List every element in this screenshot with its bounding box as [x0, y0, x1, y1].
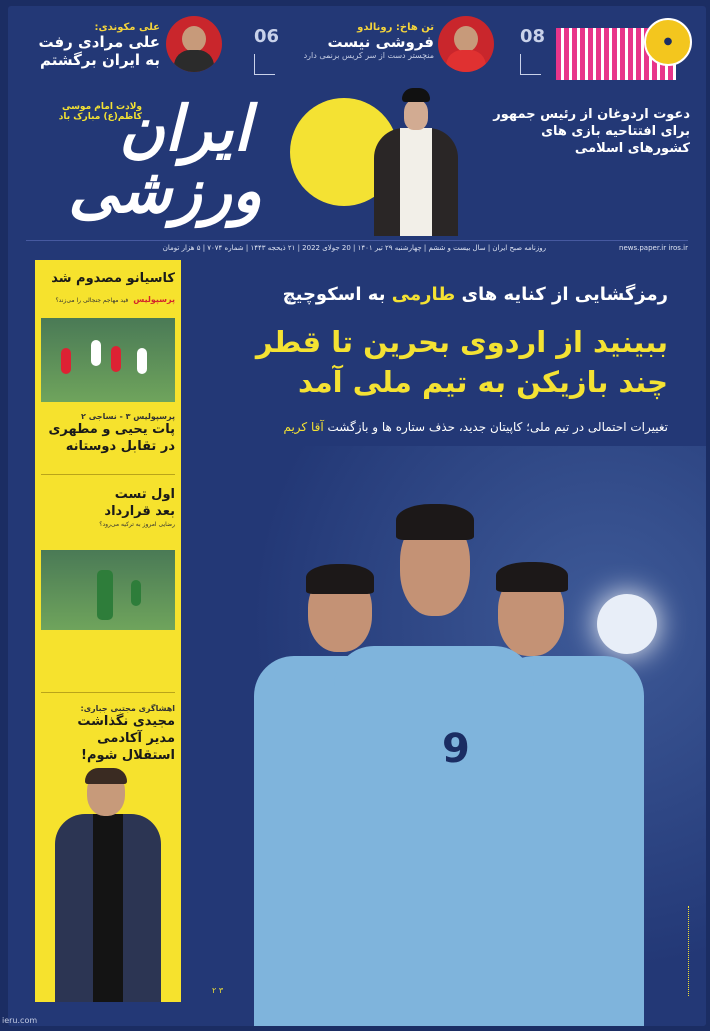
- teaser-1-head-2: به ایران برگشتم: [39, 51, 160, 69]
- teaser-2-sub: منچستر دست از سر کریس برنمی دارد: [303, 51, 434, 60]
- teaser-page-number-1: 06: [254, 26, 280, 47]
- main-headline-line-1: ببینید از اردوی بحرین تا قطر: [255, 325, 668, 359]
- sidebar-3-head-2: بعد قرارداد: [104, 504, 175, 519]
- arrow-icon: [520, 54, 541, 75]
- jersey-number: 9: [442, 726, 470, 772]
- main-kicker-highlight: طارمی: [391, 284, 456, 305]
- president-photo: [366, 88, 466, 236]
- main-headline-line-2: چند بازیکن به تیم ملی آمد: [297, 365, 668, 399]
- teaser-1[interactable]: [36, 22, 160, 69]
- dateline-issue-info: روزنامه صبح ایران | سال بیست و ششم | چهارشنبه ۲۹ تیر ۱۴۰۱ | 20 جولای 2022 | ۲۱ ذیحجه ۱۴۴۳ | شماره ۷۰۷۴ | ۵ هزار تومان: [162, 244, 546, 252]
- player-center: [334, 496, 534, 1026]
- divider: [41, 692, 175, 693]
- masthead-logo: [30, 92, 300, 228]
- sidebar-photo-player: [41, 550, 175, 630]
- sidebar-4-head-2: مدیر آکادمی: [97, 731, 175, 746]
- sidebar-story-3[interactable]: [41, 486, 175, 529]
- main-kicker-post: به اسکوچیچ: [282, 284, 392, 305]
- newspaper-front-page: [8, 6, 706, 1026]
- sidebar-4-kicker: اهشاگری مجتبی جباری:: [80, 704, 175, 713]
- decorative-dotted-line: [688, 906, 695, 996]
- teaser-photo-1: [166, 16, 222, 72]
- sidebar-story-2[interactable]: [41, 412, 175, 455]
- main-subhead-text: تغییرات احتمالی در تیم ملی؛ کاپیتان جدید، حذف ستاره ها و بازگشت: [323, 420, 668, 434]
- main-headline[interactable]: [198, 322, 668, 402]
- teaser-2-head: فروشی نیست: [327, 33, 434, 51]
- sidebar-3-head-1: اول تست: [114, 487, 175, 502]
- logo-badge-icon: ●: [644, 18, 692, 66]
- divider: [41, 474, 175, 475]
- watermark-credit: ieru.com: [2, 1016, 38, 1025]
- teaser-2[interactable]: [284, 22, 434, 60]
- main-kicker-pre: رمزگشایی از کنایه های: [455, 284, 668, 305]
- main-kicker: [198, 284, 668, 305]
- main-subhead-highlight: آقا کریم: [283, 420, 324, 434]
- masthead-title-line-1: ایران: [119, 92, 251, 165]
- sidebar-1-head: کاسیانو مصدوم شد: [51, 271, 175, 286]
- president-head-1: دعوت اردوغان از رئیس جمهور: [493, 107, 690, 122]
- sidebar-photo-man: [49, 770, 167, 1002]
- main-photo-players: [184, 446, 706, 1026]
- sidebar-2-head-1: پات یحیی و مطهری: [48, 422, 175, 437]
- sidebar-1-kicker: پرسپولیس: [133, 295, 175, 304]
- main-page-indicator: ۲ ۳: [212, 986, 224, 995]
- sidebar-1-body: فید مهاجم جنجالی را می‌زند؟: [55, 297, 129, 304]
- sidebar-story-4[interactable]: [41, 704, 175, 764]
- sidebar-column: [35, 260, 181, 1002]
- dateline-web: news.paper.ir iros.ir: [619, 244, 688, 252]
- sidebar-photo-football-match: [41, 318, 175, 402]
- dateline: [26, 240, 688, 258]
- president-head-2: برای افتتاحیه بازی های: [541, 124, 690, 139]
- main-subhead: [198, 420, 668, 434]
- sidebar-story-1[interactable]: [41, 270, 175, 306]
- masthead-greeting: ولادت امام موسی کاظم(ع) مبارک باد: [58, 102, 142, 122]
- sidebar-4-head-3: استقلال شوم!: [81, 748, 175, 763]
- teaser-page-number-2: 08: [520, 26, 546, 47]
- corner-logo: [556, 28, 676, 80]
- sidebar-4-head-1: مجیدی نگذاشت: [77, 714, 175, 729]
- teaser-2-kicker: تن هاخ: رونالدو: [357, 22, 434, 33]
- president-story[interactable]: [468, 106, 690, 157]
- arrow-icon: [254, 54, 275, 75]
- masthead-title-line-2: ورزشی: [68, 154, 262, 227]
- sidebar-2-kicker: پرسپولیس ۳ - نساجی ۲: [81, 412, 175, 421]
- teaser-1-kicker: علی مکوندی:: [94, 22, 160, 33]
- teaser-photo-2: [438, 16, 494, 72]
- president-head-3: کشورهای اسلامی: [574, 141, 690, 156]
- sidebar-3-body: رضایی امروز به ترکیه می‌رود؟: [99, 521, 175, 528]
- teaser-1-head-1: علی مرادی رفت: [38, 33, 160, 51]
- sidebar-2-head-2: در تقابل دوستانه: [65, 439, 175, 454]
- top-teaser-bar: [8, 6, 706, 96]
